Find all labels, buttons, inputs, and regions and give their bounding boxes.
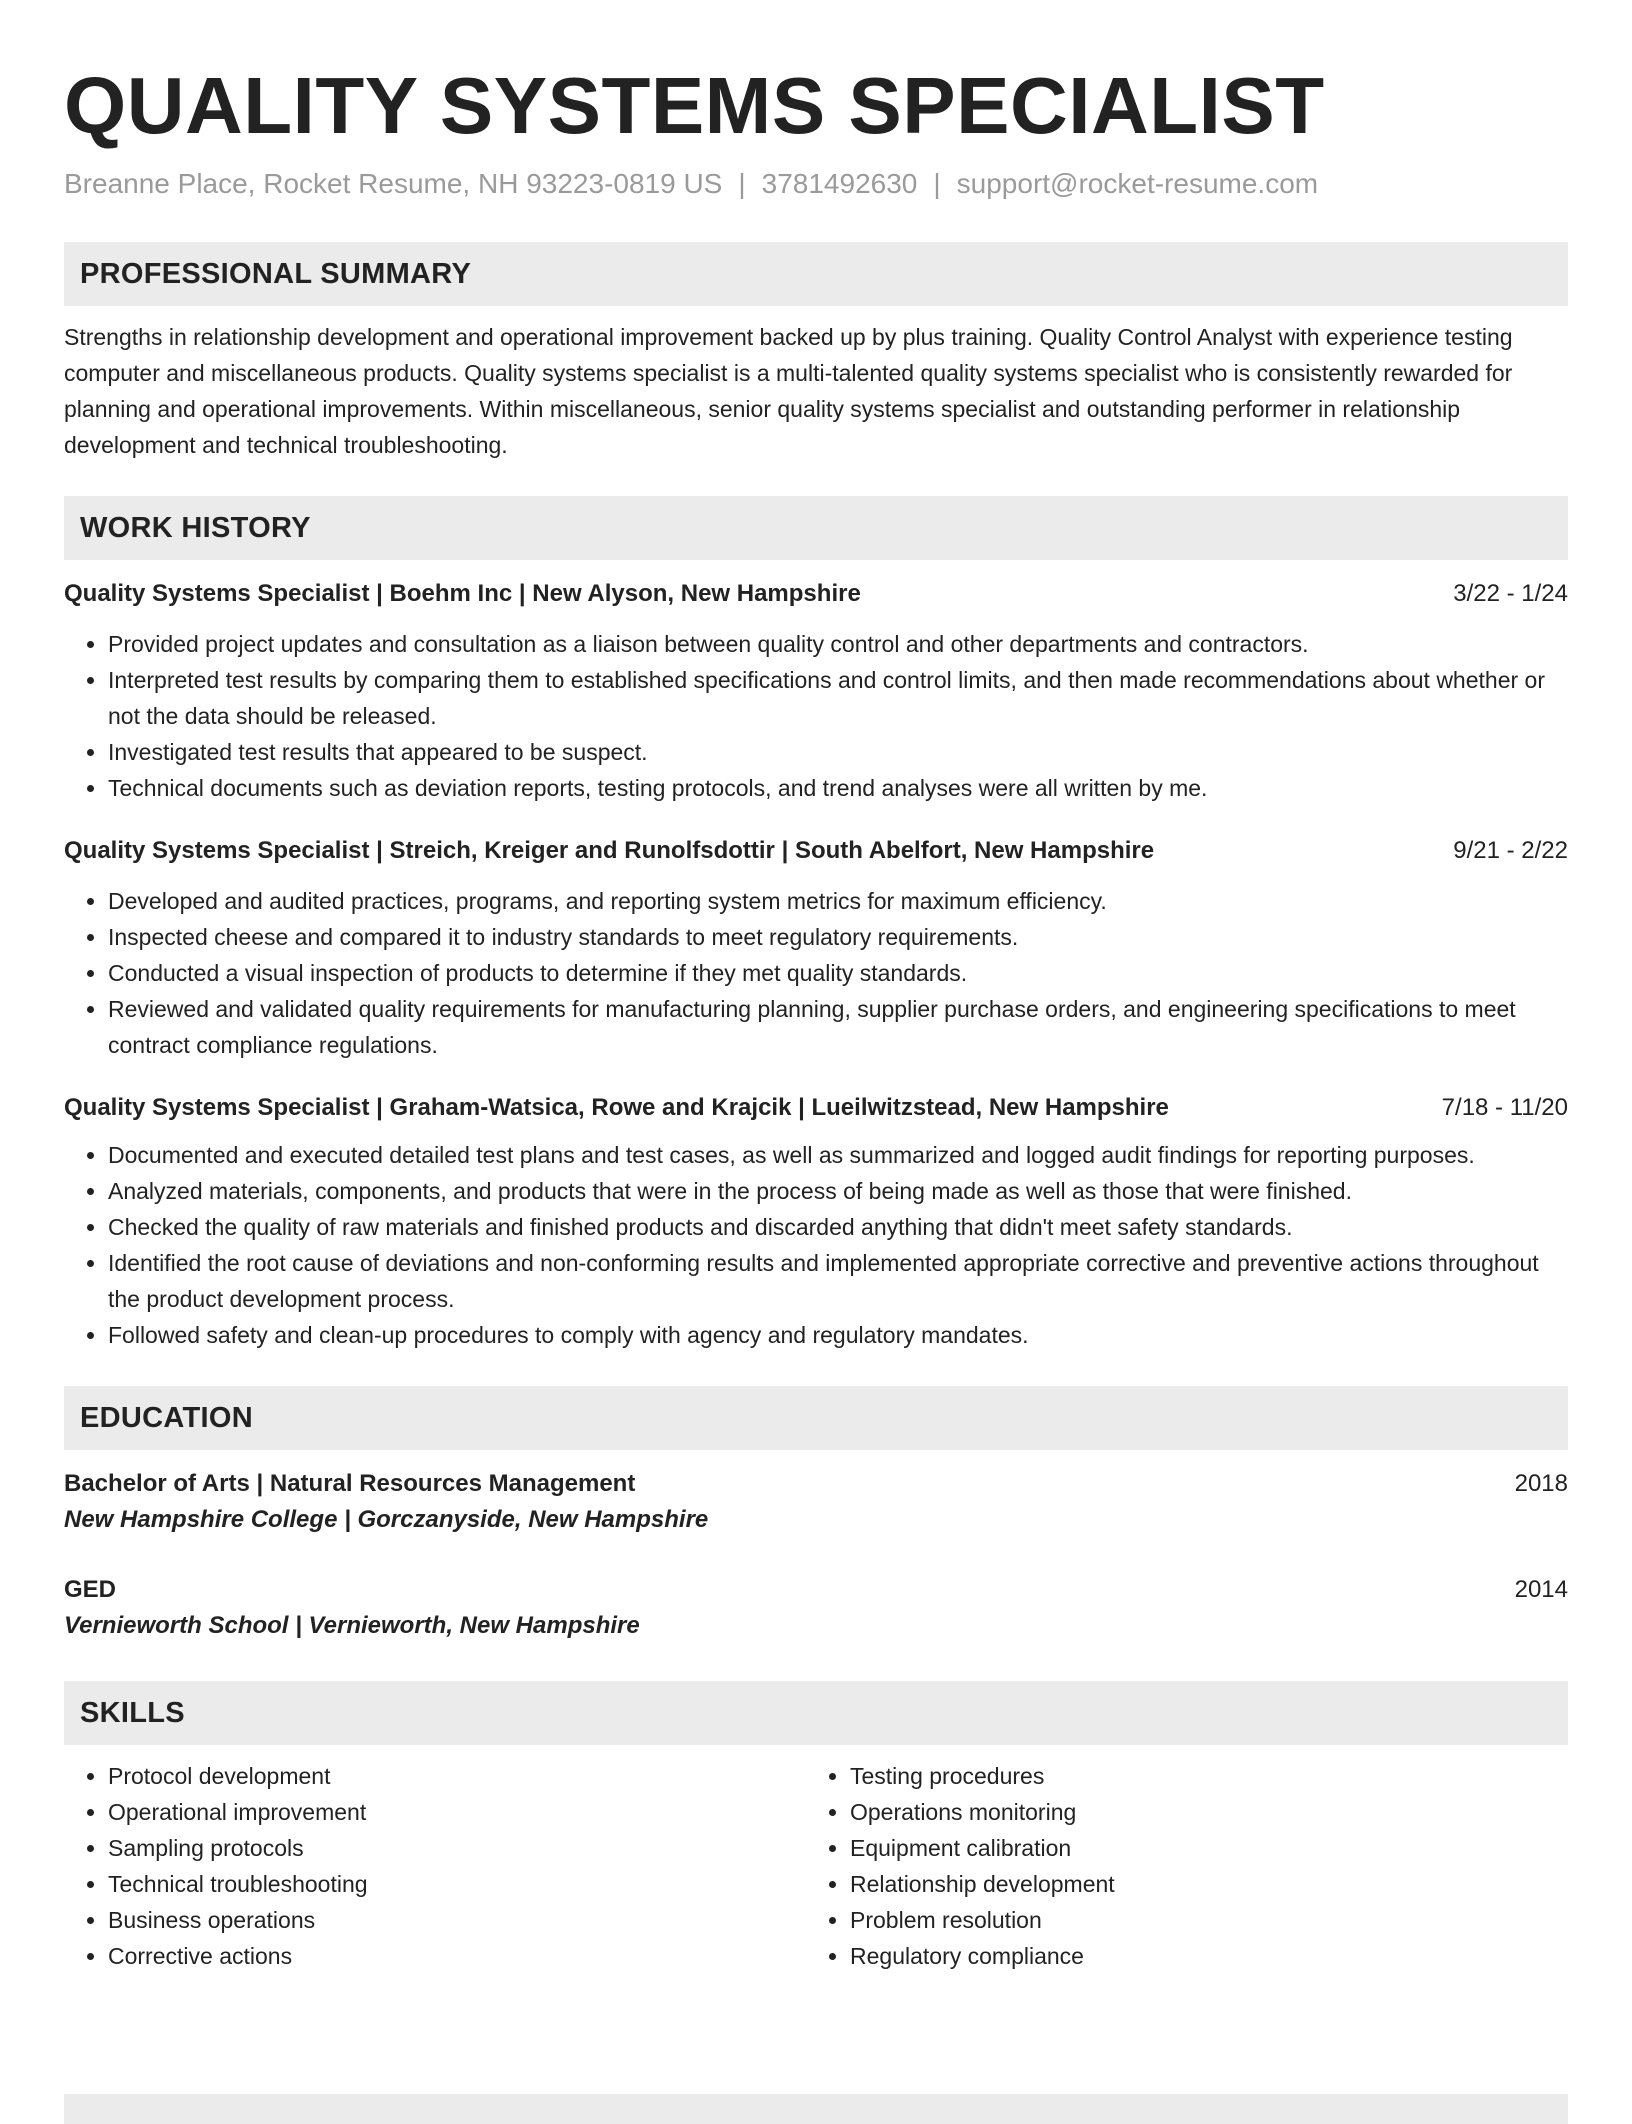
contact-phone: 3781492630 [761, 168, 918, 199]
job-title: Quality Systems Specialist | Boehm Inc | New Alyson, New Hampshire [64, 580, 861, 607]
contact-separator: | [738, 168, 746, 199]
education-degree: Bachelor of Arts | Natural Resources Management [64, 1470, 636, 1497]
education-heading: EDUCATION [64, 1386, 1568, 1450]
job-title-row [64, 834, 1568, 868]
summary-text: Strengths in relationship development and operational improvement backed up by plus training. Quality Control Analyst with experience testing computer and miscellaneous products. Quality systems specialist is a multi-talented quality systems specialist who is consistently rewarded for planning and operational improvements. Within miscellaneous, senior quality systems specialist and outstanding performer in relationship development and technical troubleshooting. [64, 324, 1513, 458]
job-bullet: • Checked the quality of raw materials and finished products and discarded anything that didn't meet safety standards. [108, 1209, 1568, 1245]
skill-item: • Operations monitoring [850, 1794, 1548, 1830]
job-bullet: • Interpreted test results by comparing them to established specifications and control limits, and then made recommendations about whether or not the data should be released. [108, 662, 1568, 734]
job-bullets [64, 883, 1568, 1063]
job-dates: 7/18 - 11/20 [1441, 1094, 1568, 1121]
skill-item: • Equipment calibration [850, 1830, 1548, 1866]
job-bullet: • Inspected cheese and compared it to industry standards to meet regulatory requirements. [108, 919, 1568, 955]
job-bullets [64, 1137, 1568, 1353]
job-title: Quality Systems Specialist | Graham-Watsica, Rowe and Krajcik | Lueilwitzstead, New Hampshire [64, 1094, 1169, 1121]
job-entry [64, 577, 1568, 806]
skill-item: • Corrective actions [108, 1938, 806, 1974]
job-dates: 3/22 - 1/24 [1453, 580, 1568, 607]
skill-item: • Regulatory compliance [850, 1938, 1548, 1974]
summary-heading: PROFESSIONAL SUMMARY [64, 242, 1568, 306]
education-school: Vernieworth School | Vernieworth, New Hampshire [64, 1612, 640, 1639]
skill-item: • Testing procedures [850, 1758, 1548, 1794]
job-bullet: • Developed and audited practices, programs, and reporting system metrics for maximum efficiency. [108, 883, 1568, 919]
job-bullet: • Analyzed materials, components, and products that were in the process of being made as well as those that were finished. [108, 1173, 1568, 1209]
job-bullet: • Provided project updates and consultation as a liaison between quality control and other departments and contractors. [108, 626, 1568, 662]
contact-separator: | [933, 168, 941, 199]
job-entry [64, 834, 1568, 1063]
contact-email: support@rocket-resume.com [956, 168, 1319, 199]
education-school: New Hampshire College | Gorczanyside, New Hampshire [64, 1506, 709, 1533]
skill-item: • Relationship development [850, 1866, 1548, 1902]
skills-list [64, 1758, 806, 1974]
work-history-heading: WORK HISTORY [64, 496, 1568, 560]
resume-page [64, 0, 1568, 1974]
job-bullet: • Documented and executed detailed test plans and test cases, as well as summarized and logged audit findings for reporting purposes. [108, 1137, 1568, 1173]
skills-heading: SKILLS [64, 1681, 1568, 1745]
job-bullet: • Investigated test results that appeared to be suspect. [108, 734, 1568, 770]
job-bullet: • Conducted a visual inspection of products to determine if they met quality standards. [108, 955, 1568, 991]
job-bullet: • Followed safety and clean-up procedures to comply with agency and regulatory mandates. [108, 1317, 1568, 1353]
skills-column-right [806, 1758, 1548, 1974]
next-section-header-bar [64, 2094, 1568, 2124]
skill-item: • Protocol development [108, 1758, 806, 1794]
education-degree: GED [64, 1576, 117, 1603]
education-year: 2018 [1514, 1470, 1568, 1497]
contact-address: Breanne Place, Rocket Resume, NH 93223-0819 US [64, 168, 723, 199]
skill-item: • Problem resolution [850, 1902, 1548, 1938]
skill-item: • Operational improvement [108, 1794, 806, 1830]
skills-grid [64, 1758, 1568, 1974]
job-bullet: • Identified the root cause of deviations and non-conforming results and implemented appropriate corrective and preventive actions throughout the product development process. [108, 1245, 1568, 1317]
skills-column-left [64, 1758, 806, 1974]
job-title-row [64, 577, 1568, 611]
contact-line [64, 166, 1568, 202]
education-row [64, 1573, 1568, 1607]
resume-name: QUALITY SYSTEMS SPECIALIST [64, 61, 1325, 150]
job-title-row [64, 1091, 1568, 1125]
job-bullet: • Reviewed and validated quality requirements for manufacturing planning, supplier purchase orders, and engineering specifications to meet contract compliance regulations. [108, 991, 1568, 1063]
education-row [64, 1467, 1568, 1501]
job-title: Quality Systems Specialist | Streich, Kreiger and Runolfsdottir | South Abelfort, New Hampshire [64, 837, 1155, 864]
job-entry [64, 1091, 1568, 1353]
job-bullets [64, 626, 1568, 806]
education-entry [64, 1467, 1568, 1539]
skill-item: • Technical troubleshooting [108, 1866, 806, 1902]
job-dates: 9/21 - 2/22 [1453, 837, 1568, 864]
education-year: 2014 [1514, 1576, 1568, 1603]
job-bullet: • Technical documents such as deviation reports, testing protocols, and trend analyses were all written by me. [108, 770, 1568, 806]
education-entry [64, 1573, 1568, 1645]
skill-item: • Business operations [108, 1902, 806, 1938]
skill-item: • Sampling protocols [108, 1830, 806, 1866]
skills-list [806, 1758, 1548, 1974]
